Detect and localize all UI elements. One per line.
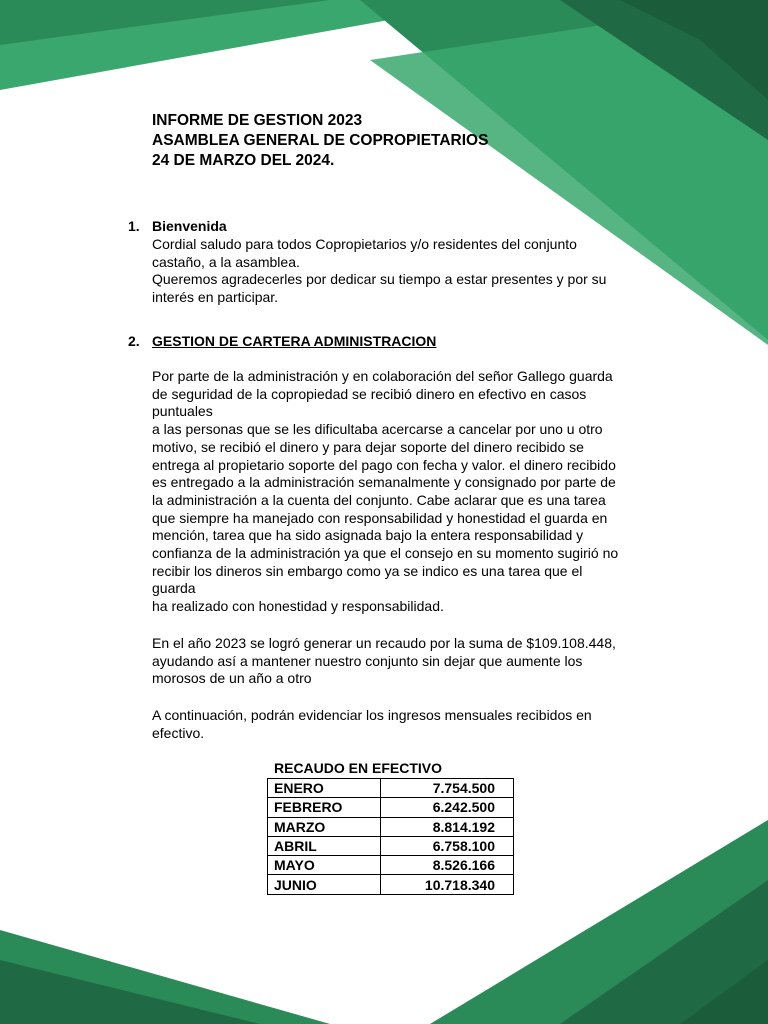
paragraph-line: confianza de la administración ya que el consejo en su momento sugirió no — [152, 545, 619, 562]
section-1-line: Cordial saludo para todos Copropietarios y/o residentes del conjunto — [152, 236, 577, 252]
paragraph-line: la administración a la cuenta del conjunto. Cabe aclarar que es una tarea — [152, 491, 606, 508]
value-cell: 7.754.500 — [381, 779, 514, 798]
paragraph-line: puntuales — [152, 403, 213, 420]
value-cell: 8.814.192 — [381, 817, 514, 836]
title-line-2: ASAMBLEA GENERAL DE COPROPIETARIOS — [152, 132, 489, 149]
value-cell: 6.242.500 — [381, 798, 514, 817]
value-cell: 6.758.100 — [381, 836, 514, 855]
month-cell: JUNIO — [268, 875, 381, 894]
document-title — [152, 111, 572, 171]
paragraph-line: de seguridad de la copropiedad se recibió dinero en efectivo en casos — [152, 385, 587, 402]
table-row — [268, 798, 514, 817]
section-2-title: GESTION DE CARTERA ADMINISTRACION — [152, 333, 437, 349]
section-2-paragraph-1 — [152, 368, 660, 616]
value-cell: 10.718.340 — [381, 875, 514, 894]
month-cell: MAYO — [268, 856, 381, 875]
section-2-number: 2. — [128, 333, 140, 349]
paragraph-line: entrega al propietario soporte del pago con fecha y valor. el dinero recibido — [152, 456, 616, 473]
section-1-number: 1. — [128, 218, 140, 234]
title-line-3: 24 DE MARZO DEL 2024. — [152, 152, 335, 169]
month-cell: FEBRERO — [268, 798, 381, 817]
table-row — [268, 875, 514, 894]
table-row — [268, 779, 514, 798]
table-title: RECAUDO EN EFECTIVO — [274, 760, 443, 776]
paragraph-line: Por parte de la administración y en colaboración del señor Gallego guarda — [152, 368, 613, 384]
month-cell: ABRIL — [268, 836, 381, 855]
paragraph-line: ha realizado con honestidad y responsabilidad. — [152, 598, 444, 615]
section-2-paragraph-2 — [152, 635, 660, 688]
paragraph-line: que siempre ha manejado con responsabilidad y honestidad el guarda en — [152, 509, 608, 526]
section-1-body — [152, 236, 660, 307]
paragraph-line: guarda — [152, 580, 196, 597]
paragraph-line: efectivo. — [152, 724, 205, 741]
value-cell: 8.526.166 — [381, 856, 514, 875]
section-1-title: Bienvenida — [152, 218, 227, 234]
section-1-heading — [128, 217, 227, 235]
paragraph-line: recibir los dineros sin embargo como ya se indico es una tarea que el — [152, 562, 583, 579]
paragraph-line: ayudando así a mantener nuestro conjunto sin dejar que aumente los — [152, 652, 583, 669]
title-line-1: INFORME DE GESTION 2023 — [152, 112, 363, 129]
paragraph-line: a las personas que se les dificultaba acercarse a cancelar por uno u otro — [152, 421, 603, 438]
section-2-heading — [128, 332, 436, 350]
table-row — [268, 856, 514, 875]
paragraph-line: motivo, se recibió el dinero y para dejar soporte del dinero recibido se — [152, 438, 584, 455]
paragraph-line: es entregado a la administración semanalmente y consignado por parte de — [152, 474, 616, 491]
section-1-line: castaño, a la asamblea. — [152, 253, 300, 270]
section-2-paragraph-3 — [152, 707, 660, 742]
month-cell: ENERO — [268, 779, 381, 798]
section-1-line: Queremos agradecerles por dedicar su tiempo a estar presentes y por su — [152, 271, 607, 288]
paragraph-line: morosos de un año a otro — [152, 670, 312, 687]
paragraph-line: mención, tarea que ha sido asignada bajo la entera responsabilidad y — [152, 527, 584, 544]
table-row — [268, 817, 514, 836]
paragraph-line: En el año 2023 se logró generar un recaudo por la suma de $109.108.448, — [152, 635, 616, 651]
table-row — [268, 836, 514, 855]
section-1-line: interés en participar. — [152, 289, 279, 306]
month-cell: MARZO — [268, 817, 381, 836]
recaudo-table — [267, 778, 514, 895]
paragraph-line: A continuación, podrán evidenciar los ingresos mensuales recibidos en — [152, 707, 592, 723]
